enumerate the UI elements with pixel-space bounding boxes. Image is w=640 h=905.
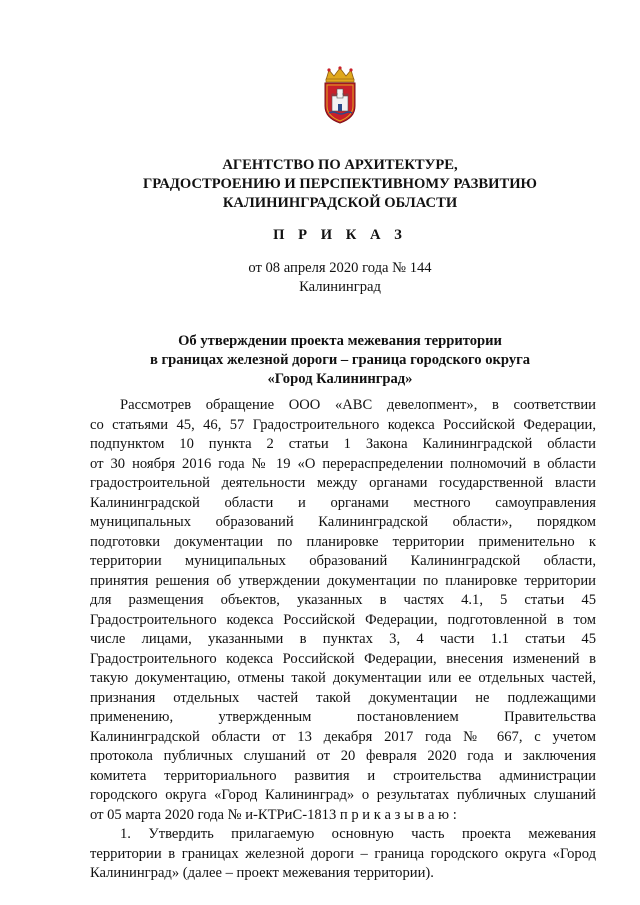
body-line: муниципальных образований Калининградской области», порядком <box>90 514 596 530</box>
body-line: протокола публичных слушаний от 20 февраля 2020 года и заключения <box>90 748 596 764</box>
order-meta <box>80 259 600 297</box>
agency-line: ГРАДОСТРОЕНИЮ И ПЕРСПЕКТИВНОМУ РАЗВИТИЮ <box>143 176 537 192</box>
body-line: 1. Утвердить прилагаемую основную часть проекта межевания <box>120 826 596 842</box>
body-line: числе лицами, указанными в пунктах 3, 4 части 1.1 статьи 45 <box>90 631 596 647</box>
body-line: от 05 марта 2020 года № и-КТРиС-1813 п р и к а з ы в а ю : <box>90 806 457 823</box>
order-body <box>90 396 596 884</box>
order-date-number: от 08 апреля 2020 года № 144 <box>248 260 432 276</box>
body-line: принятия решения об утверждении документации по планировке территории <box>90 572 596 589</box>
agency-name <box>80 156 600 213</box>
subject-line: «Город Калининград» <box>267 371 413 387</box>
body-line: Калининградской области и органами местного самоуправления <box>90 494 596 511</box>
body-line: со статьями 45, 46, 57 Градостроительного кодекса Российской Федерации, <box>90 416 596 433</box>
document-type-title: П Р И К А З <box>273 227 407 243</box>
body-line: Градостроительного кодекса Российской Федерации, внесения изменений в <box>90 650 596 667</box>
body-line: такую документацию, отмены такой документации или ее отдельных частей, <box>90 670 596 686</box>
coat-of-arms-icon <box>321 66 359 124</box>
body-line: для размещения объектов, указанных в частях 4.1, 5 статьи 45 <box>90 592 596 608</box>
body-line: территории в границах железной дороги – граница городского округа «Город <box>90 845 596 862</box>
agency-line: КАЛИНИНГРАДСКОЙ ОБЛАСТИ <box>222 195 458 211</box>
body-line: Калининградской области от 13 декабря 2017 года № 667, с учетом <box>90 728 596 745</box>
subject-line: Об утверждении проекта межевания территории <box>178 333 502 349</box>
body-line: признания отдельных частей такой документации не подлежащими <box>90 689 596 706</box>
body-line: территории муниципальных образований Калининградской области, <box>90 553 596 569</box>
subject-line: в границах железной дороги – граница городского округа <box>149 352 531 368</box>
body-line: Градостроительного кодекса Российской Федерации, подготовленной в том <box>90 611 596 628</box>
body-line: комитета территориального развития и строительства администрации <box>90 767 596 784</box>
body-line: применению, утвержденным постановлением Правительства <box>90 709 596 725</box>
agency-line: АГЕНТСТВО ПО АРХИТЕКТУРЕ, <box>222 157 458 173</box>
body-line: Калининград» (далее – проект межевания территории). <box>90 865 434 881</box>
body-line: градостроительной деятельности между органами государственной власти <box>90 475 596 491</box>
body-line: от 30 ноября 2016 года № 19 «О перераспределении полномочий в области <box>90 455 596 472</box>
body-line: городского округа «Город Калининград» о результатах публичных слушаний <box>90 787 596 803</box>
body-line: Рассмотрев обращение ООО «АВС девелопмент», в соответствии <box>120 397 596 413</box>
order-subject <box>80 332 600 389</box>
body-line: подпунктом 10 пункта 2 статьи 1 Закона Калининградской области <box>90 436 596 452</box>
body-line: подготовки документации по планировке территории применительно к <box>90 533 596 550</box>
order-city: Калининград <box>299 279 381 295</box>
